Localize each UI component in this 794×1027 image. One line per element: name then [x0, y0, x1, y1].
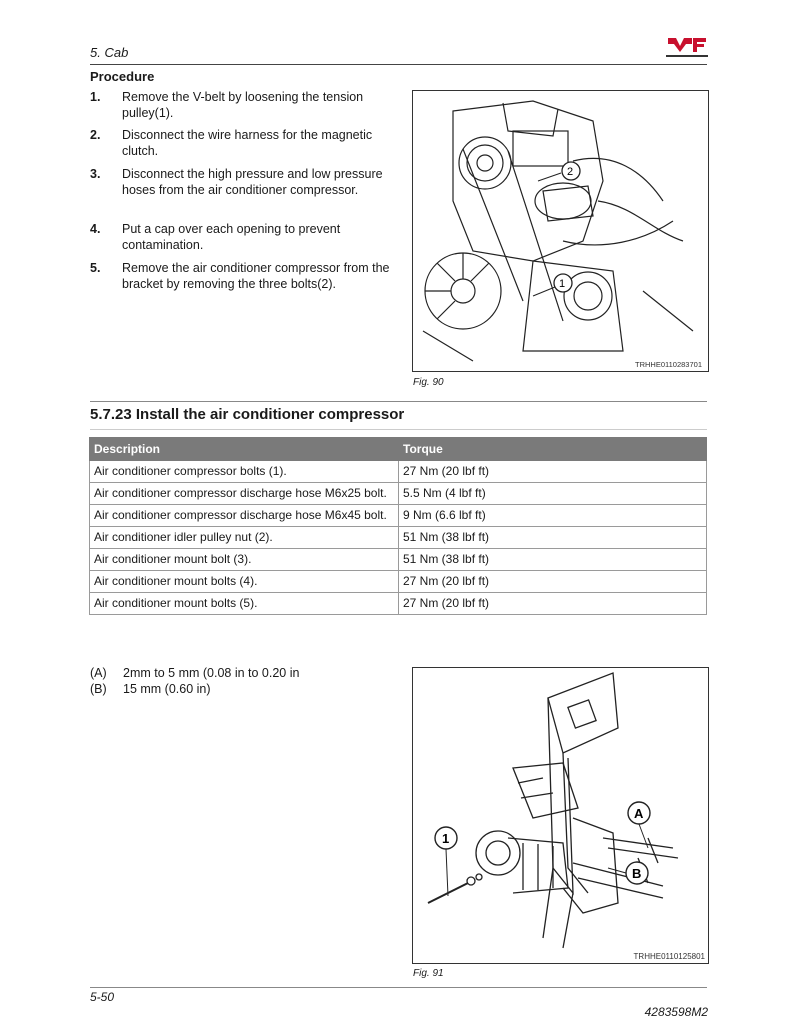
description-cell: Air conditioner mount bolts (5). [90, 593, 399, 615]
description-cell: Air conditioner mount bolt (3). [90, 549, 399, 571]
description-cell: Air conditioner idler pulley nut (2). [90, 527, 399, 549]
figure-91-callout-1: 1 [442, 831, 450, 846]
step-number: 2. [90, 128, 101, 142]
compressor-bracket-drawing [413, 668, 708, 963]
figure-91-id: TRHHE0110125801 [633, 952, 705, 961]
figure-90-callout-2: 2 [567, 166, 574, 178]
legend-key: (B) [90, 682, 107, 696]
torque-cell: 27 Nm (20 lbf ft) [399, 461, 707, 483]
section-top-rule [90, 401, 707, 402]
figure-90-caption: Fig. 90 [413, 377, 444, 388]
figure-91-bracket-illustration [412, 667, 709, 964]
legend-item [90, 666, 299, 680]
column-header-torque: Torque [399, 438, 707, 461]
step-text: Remove the V-belt by loosening the tension pulley(1). [122, 90, 364, 120]
step-text: Disconnect the wire harness for the magnetic clutch. [122, 128, 373, 158]
legend-text: 2mm to 5 mm (0.08 in to 0.20 in [123, 666, 300, 680]
massey-ferguson-logo-icon [664, 36, 710, 60]
step-number: 1. [90, 90, 101, 104]
step-number: 4. [90, 222, 101, 236]
figure-90-engine-illustration [412, 90, 709, 372]
description-cell: Air conditioner mount bolts (4). [90, 571, 399, 593]
table-row [90, 461, 707, 483]
page-number: 5-50 [90, 990, 115, 1004]
table-row [90, 571, 707, 593]
procedure-step [90, 89, 390, 121]
figure-91-caption: Fig. 91 [413, 968, 444, 979]
procedure-title: Procedure [90, 69, 155, 84]
description-cell: Air conditioner compressor discharge hose M6x25 bolt. [90, 483, 399, 505]
step-number: 5. [90, 261, 101, 275]
procedure-step [90, 166, 390, 198]
step-text: Disconnect the high pressure and low pressure hoses from the air conditioner compressor. [122, 167, 383, 197]
header-rule [90, 64, 707, 65]
step-text: Remove the air conditioner compressor from the bracket by removing the three bolts(2). [122, 261, 390, 291]
procedure-step [90, 127, 390, 159]
footer-rule [90, 987, 707, 988]
torque-cell: 5.5 Nm (4 lbf ft) [399, 483, 707, 505]
description-cell: Air conditioner compressor discharge hose M6x45 bolt. [90, 505, 399, 527]
legend-key: (A) [90, 666, 107, 680]
torque-cell: 27 Nm (20 lbf ft) [399, 593, 707, 615]
torque-cell: 51 Nm (38 lbf ft) [399, 527, 707, 549]
legend-text: 15 mm (0.60 in) [123, 682, 211, 696]
figure-90-callout-1: 1 [559, 278, 566, 290]
step-text: Put a cap over each opening to prevent contamination. [122, 222, 341, 252]
torque-cell: 51 Nm (38 lbf ft) [399, 549, 707, 571]
legend-item [90, 682, 211, 696]
torque-table [89, 437, 707, 615]
description-cell: Air conditioner compressor bolts (1). [90, 461, 399, 483]
table-row [90, 483, 707, 505]
table-header-row [90, 438, 707, 461]
section-bottom-rule [90, 429, 707, 430]
column-header-description: Description [90, 438, 399, 461]
figure-90-id: TRHHE0110283701 [635, 360, 702, 369]
figure-91-callout-a: A [634, 806, 644, 821]
torque-cell: 27 Nm (20 lbf ft) [399, 571, 707, 593]
section-title: 5.7.23 Install the air conditioner compressor [90, 406, 405, 423]
table-row [90, 549, 707, 571]
procedure-step [90, 221, 390, 253]
table-row [90, 527, 707, 549]
document-number: 4283598M2 [644, 1005, 708, 1019]
table-row [90, 505, 707, 527]
engine-compressor-drawing [413, 91, 708, 371]
procedure-step [90, 260, 390, 292]
torque-cell: 9 Nm (6.6 lbf ft) [399, 505, 707, 527]
header-section-title: 5. Cab [90, 45, 129, 60]
step-number: 3. [90, 167, 101, 181]
figure-91-callout-b: B [632, 866, 642, 881]
table-row [90, 593, 707, 615]
